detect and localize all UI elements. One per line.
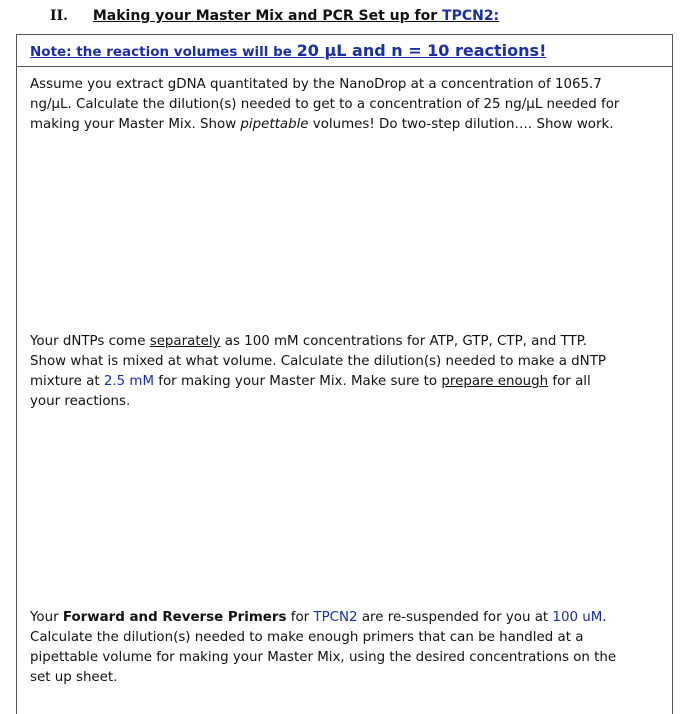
question-table	[16, 34, 673, 714]
q2-prepare-enough-underline: prepare enough	[441, 374, 549, 389]
q3-line-1-pre: Your	[30, 610, 63, 625]
note-row	[17, 35, 672, 67]
q3-line-1-mid: for	[286, 610, 314, 625]
q1-line-1: Assume you extract gDNA quantitated by the NanoDrop at a concentration of 1065.7	[30, 77, 602, 92]
question-dntp-dilution	[30, 332, 660, 412]
q2-line-1	[30, 332, 660, 352]
q1-line-3	[30, 115, 660, 135]
q2-line-3-post: for all	[548, 374, 591, 389]
q2-line-3	[30, 372, 660, 392]
q3-line-2: Calculate the dilution(s) needed to make enough primers that can be handled at a	[30, 630, 584, 645]
q3-gene-name: TPCN2	[313, 610, 358, 625]
q3-primer-concentration: 100 uM	[552, 610, 603, 625]
section-heading	[50, 8, 499, 24]
section-title-main: Making your Master Mix and PCR Set up for	[92, 8, 443, 24]
q3-line-1-post: .	[602, 610, 607, 625]
q3-line-1	[30, 608, 660, 628]
q1-pipettable-emphasis: pipettable	[240, 117, 309, 132]
q2-line-1-post: as 100 mM concentrations for ATP, GTP, CTP, and TTP.	[220, 334, 587, 349]
q2-dntp-concentration: 2.5 mM	[103, 374, 155, 389]
section-title-target: TPCN2:	[442, 8, 500, 24]
q1-line-3-post: volumes! Do two-step dilution…. Show work.	[308, 117, 614, 132]
note-middle: and	[346, 41, 392, 60]
q2-line-3-pre: mixture at	[30, 374, 104, 389]
section-title	[93, 8, 499, 24]
q2-separately-underline: separately	[149, 334, 221, 349]
q3-line-1-mid2: are re-suspended for you at	[357, 610, 553, 625]
question-gdna-dilution	[30, 75, 660, 135]
question-primer-dilution	[30, 608, 660, 688]
note-volume: 20 µL	[296, 41, 347, 60]
reaction-note	[30, 41, 546, 60]
q3-line-4: set up sheet.	[30, 670, 118, 685]
note-prefix: Note: the reaction volumes will be	[30, 44, 297, 60]
q1-line-2: ng/µL. Calculate the dilution(s) needed to get to a concentration of 25 ng/µL needed for	[30, 97, 620, 112]
note-count: n = 10 reactions!	[391, 41, 547, 60]
q2-line-1-pre: Your dNTPs come	[30, 334, 150, 349]
section-numeral: II.	[50, 8, 68, 24]
q2-line-2: Show what is mixed at what volume. Calculate the dilution(s) needed to make a dNTP	[30, 354, 606, 369]
q1-line-3-pre: making your Master Mix. Show	[30, 117, 241, 132]
q3-line-3: pipettable volume for making your Master Mix, using the desired concentrations on the	[30, 650, 617, 665]
q3-primers-bold: Forward and Reverse Primers	[62, 610, 287, 625]
q2-line-4: your reactions.	[30, 394, 131, 409]
q2-line-3-mid: for making your Master Mix. Make sure to	[154, 374, 442, 389]
